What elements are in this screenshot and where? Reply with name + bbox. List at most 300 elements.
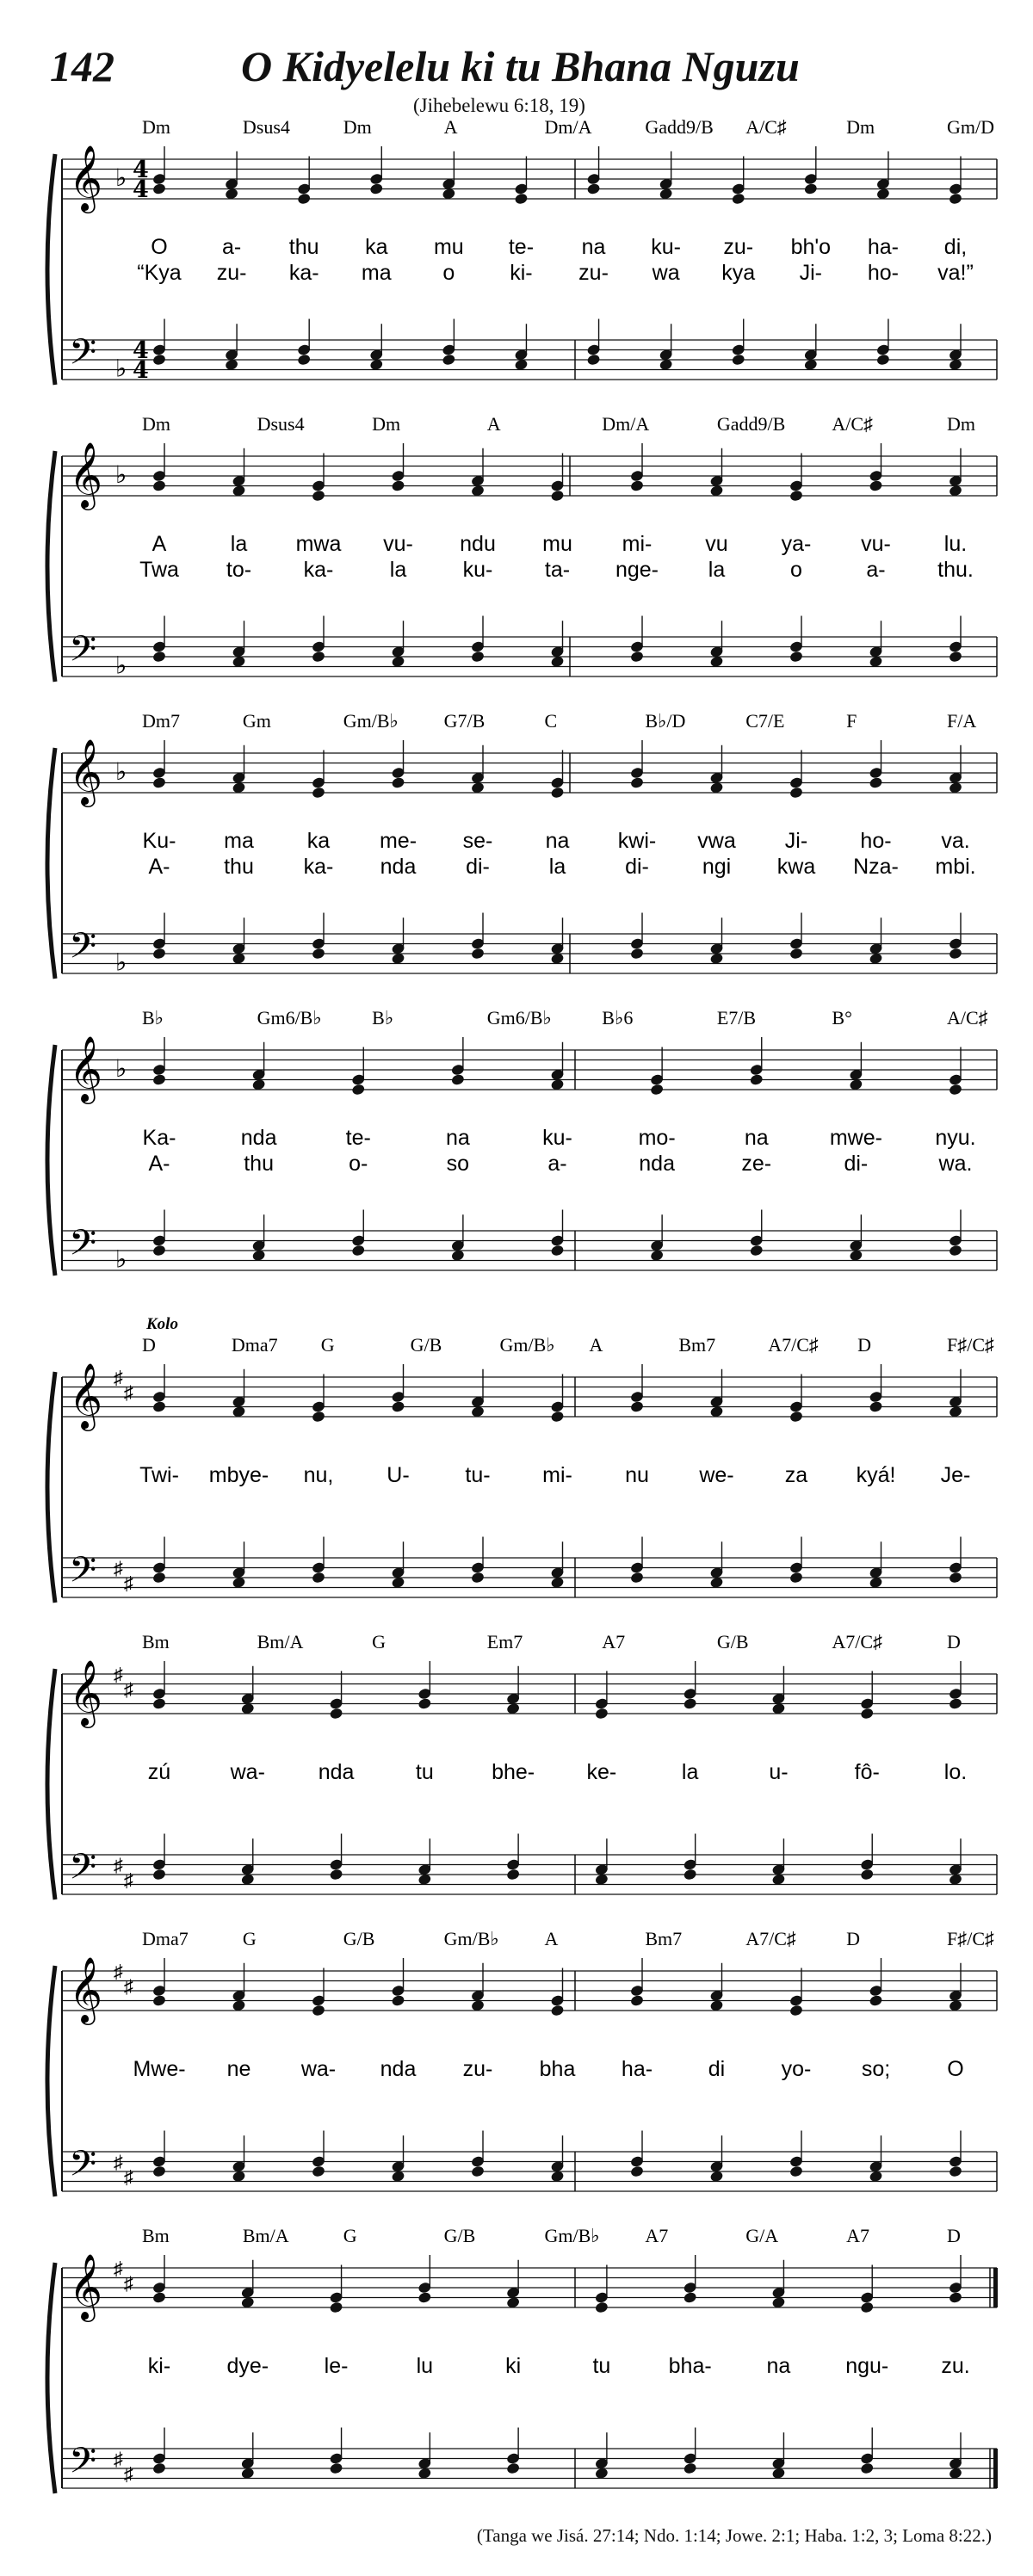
chord-symbol: Bm7 — [678, 1334, 716, 1356]
lyric-syllable: la — [708, 558, 726, 582]
flat-sign-icon: ♭ — [115, 1056, 127, 1083]
treble-notehead — [312, 786, 326, 799]
lyric-syllable: ne — [226, 2057, 251, 2081]
treble-clef-icon: 𝄞 — [69, 1659, 103, 1726]
lyric-syllable: tu- — [465, 1463, 491, 1487]
bass-notehead — [683, 1868, 697, 1881]
lyric-syllable: na — [581, 235, 606, 259]
lyric-syllable: a- — [866, 558, 886, 582]
chord-symbol: G — [242, 1928, 257, 1949]
lyric-syllable: zu- — [216, 261, 247, 285]
chord-symbol: Gadd9/B — [645, 116, 714, 138]
lyric-syllable: bha- — [668, 2354, 712, 2378]
lyric-syllable: na — [744, 1126, 769, 1150]
treble-notehead — [391, 479, 405, 492]
chord-symbol: E7/B — [716, 1007, 757, 1029]
lyric-syllable: ki- — [147, 2354, 171, 2378]
treble-notehead — [450, 1073, 465, 1086]
chord-symbol: Dsus4 — [257, 413, 305, 435]
lyric-syllable: va. — [941, 829, 970, 853]
lyric-syllable: wa- — [230, 1760, 265, 1784]
lyric-syllable: nyu. — [935, 1126, 976, 1150]
treble-notehead — [391, 1994, 405, 2007]
lyric-syllable: tu — [592, 2354, 611, 2378]
bass-notehead — [152, 947, 167, 960]
lyric-syllable: so — [446, 1152, 470, 1176]
chord-symbol: C7/E — [745, 710, 785, 732]
bass-notehead — [949, 650, 963, 663]
chord-symbol: G — [343, 2225, 357, 2246]
lyric-syllable: A- — [148, 855, 170, 879]
treble-notehead — [630, 479, 645, 492]
chord-symbol: Dm — [947, 413, 975, 435]
bass-clef-icon: 𝄢 — [69, 331, 97, 381]
chord-symbol: Gm/B♭ — [443, 1928, 499, 1949]
bass-notehead — [471, 1571, 486, 1584]
lyric-syllable: nda — [380, 2057, 417, 2081]
treble-notehead — [803, 182, 818, 195]
lyric-syllable: zu- — [462, 2057, 493, 2081]
chord-symbol: Gm6/B♭ — [486, 1007, 552, 1029]
chord-symbol: Gm/B♭ — [343, 710, 399, 732]
treble-notehead — [152, 1400, 167, 1413]
system-brace — [47, 748, 55, 979]
chord-symbol: Gm — [242, 710, 271, 732]
lyric-syllable: zu- — [578, 261, 609, 285]
bass-notehead — [731, 353, 745, 366]
bass-notehead — [329, 2462, 343, 2474]
lyric-syllable: le- — [324, 2354, 349, 2378]
lyric-syllable: vwa — [697, 829, 736, 853]
bass-notehead — [630, 650, 645, 663]
lyric-syllable: ha- — [621, 2057, 653, 2081]
lyric-syllable: ke- — [586, 1760, 617, 1784]
chord-symbol: Dm — [372, 413, 401, 435]
lyric-syllable: Twa — [139, 558, 179, 582]
lyric-syllable: so; — [861, 2057, 891, 2081]
chord-symbol: Dma7 — [142, 1928, 189, 1949]
lyric-syllable: O — [947, 2057, 964, 2081]
chord-symbol: Gm/B♭ — [499, 1334, 555, 1356]
lyric-syllable: ma — [224, 829, 254, 853]
lyric-syllable: ku- — [651, 235, 682, 259]
lyric-syllable: Ji- — [799, 261, 823, 285]
lyric-syllable: Je- — [940, 1463, 971, 1487]
lyric-syllable: ya- — [781, 532, 812, 556]
treble-notehead — [594, 2301, 609, 2313]
treble-notehead — [351, 1083, 366, 1096]
chord-symbol: Dm — [142, 116, 170, 138]
chord-symbol: Bm — [142, 1631, 170, 1652]
treble-notehead — [391, 1400, 405, 1413]
treble-notehead — [329, 1707, 343, 1720]
treble-clef-icon: 𝄞 — [69, 442, 103, 508]
treble-notehead — [312, 489, 326, 502]
lyric-syllable: ka- — [303, 855, 334, 879]
treble-notehead — [369, 182, 384, 195]
bass-notehead — [471, 947, 486, 960]
bass-clef-icon: 𝄢 — [69, 628, 97, 678]
lyric-syllable: thu — [224, 855, 254, 879]
treble-notehead — [152, 182, 167, 195]
lyric-syllable: A- — [148, 1152, 170, 1176]
lyric-syllable: mi- — [542, 1463, 572, 1487]
lyric-syllable: a- — [547, 1152, 567, 1176]
bass-notehead — [152, 1571, 167, 1584]
lyric-syllable: we- — [699, 1463, 734, 1487]
chord-symbol: D — [947, 2225, 961, 2246]
lyric-syllable: wa — [652, 261, 680, 285]
lyric-syllable: vu- — [383, 532, 413, 556]
treble-notehead — [630, 776, 645, 789]
chord-symbol: G/B — [716, 1631, 749, 1652]
lyric-syllable: di, — [943, 235, 968, 259]
lyric-syllable: ka- — [288, 261, 319, 285]
chord-symbol: G/A — [745, 2225, 779, 2246]
treble-notehead — [731, 192, 745, 205]
chord-symbol: G/B — [443, 2225, 476, 2246]
treble-notehead — [949, 2291, 963, 2304]
lyric-syllable: u- — [769, 1760, 789, 1784]
lyric-syllable: Twi- — [139, 1463, 179, 1487]
bass-clef-icon: 𝄢 — [69, 1549, 97, 1599]
bass-notehead — [329, 1868, 343, 1881]
time-signature: 4 — [133, 357, 149, 384]
treble-notehead — [297, 192, 312, 205]
system-brace — [47, 451, 55, 682]
treble-notehead — [683, 1697, 697, 1710]
sharp-sign-icon: ♯ — [114, 2258, 123, 2279]
treble-notehead — [630, 1994, 645, 2007]
final-barline — [993, 2449, 998, 2488]
time-signature: 4 — [133, 157, 149, 183]
lyric-syllable: lu. — [943, 532, 968, 556]
treble-notehead — [789, 489, 804, 502]
lyric-syllable: nge- — [615, 558, 659, 582]
chord-symbol: C — [544, 710, 558, 732]
lyric-syllable: o- — [349, 1152, 368, 1176]
system-brace — [47, 1669, 55, 1900]
lyric-syllable: nda — [318, 1760, 355, 1784]
chord-symbol: A — [589, 1334, 603, 1356]
treble-clef-icon: 𝄞 — [69, 738, 103, 805]
treble-notehead — [789, 786, 804, 799]
bass-notehead — [630, 2165, 645, 2178]
bass-notehead — [152, 2165, 167, 2178]
bass-notehead — [875, 353, 890, 366]
lyric-syllable: to- — [226, 558, 252, 582]
bass-notehead — [550, 1244, 565, 1257]
lyric-syllable: bh'o — [790, 235, 832, 259]
sharp-sign-icon: ♯ — [114, 1961, 123, 1982]
bass-clef-icon: 𝄢 — [69, 1846, 97, 1896]
tempo-marking: Kolo — [146, 1315, 178, 1333]
lyric-syllable: mbye- — [208, 1463, 269, 1487]
treble-clef-icon: 𝄞 — [69, 1035, 103, 1102]
lyric-syllable: na — [766, 2354, 791, 2378]
time-signature: 4 — [133, 176, 149, 203]
bass-notehead — [749, 1244, 764, 1257]
treble-notehead — [152, 1073, 167, 1086]
lyric-syllable: O — [151, 235, 168, 259]
treble-notehead — [650, 1083, 665, 1096]
lyric-syllable: wa- — [300, 2057, 337, 2081]
lyric-syllable: thu — [244, 1152, 275, 1176]
treble-clef-icon: 𝄞 — [69, 2253, 103, 2320]
bass-notehead — [297, 353, 312, 366]
sharp-sign-icon: ♯ — [124, 1869, 133, 1891]
lyric-syllable: dye- — [226, 2354, 269, 2378]
chord-symbol: Bm/A — [257, 1631, 304, 1652]
bass-notehead — [312, 947, 326, 960]
chord-symbol: G7/B — [443, 710, 486, 732]
treble-notehead — [949, 1697, 963, 1710]
chord-symbol: B♭/D — [645, 710, 686, 732]
lyric-syllable: ka — [365, 235, 388, 259]
lyric-syllable: U- — [387, 1463, 410, 1487]
chord-symbol: A/C♯ — [947, 1007, 988, 1029]
chord-symbol: Bm — [142, 2225, 170, 2246]
treble-notehead — [312, 2004, 326, 2017]
chord-symbol: G — [372, 1631, 387, 1652]
chord-symbol: F — [846, 710, 857, 732]
bass-clef-icon: 𝄢 — [69, 2143, 97, 2193]
chord-symbol: F♯/C♯ — [947, 1928, 995, 1949]
bass-notehead — [442, 353, 456, 366]
lyric-syllable: ki- — [510, 261, 533, 285]
lyric-syllable: ze- — [741, 1152, 772, 1176]
bass-notehead — [789, 650, 804, 663]
treble-notehead — [550, 786, 565, 799]
treble-notehead — [869, 479, 883, 492]
chord-symbol: A/C♯ — [745, 116, 787, 138]
chord-symbol: B♭ — [372, 1007, 394, 1029]
treble-notehead — [312, 1410, 326, 1423]
chord-symbol: Dm/A — [602, 413, 650, 435]
lyric-syllable: se- — [462, 829, 493, 853]
bass-notehead — [312, 650, 326, 663]
chord-symbol: A7 — [846, 2225, 870, 2246]
system-brace — [47, 1045, 55, 1276]
treble-notehead — [869, 776, 883, 789]
lyric-syllable: zu- — [723, 235, 754, 259]
sharp-sign-icon: ♯ — [124, 2165, 133, 2188]
sharp-sign-icon: ♯ — [114, 1367, 123, 1388]
chord-symbol: D — [846, 1928, 861, 1949]
bass-notehead — [152, 2462, 167, 2474]
lyric-syllable: o — [442, 261, 455, 285]
chord-symbol: A7/C♯ — [745, 1928, 796, 1949]
lyric-syllable: nu — [625, 1463, 649, 1487]
bass-notehead — [471, 650, 486, 663]
lyric-syllable: la — [681, 1760, 699, 1784]
treble-notehead — [329, 2301, 343, 2313]
treble-notehead — [550, 489, 565, 502]
lyric-syllable: ki — [505, 2354, 522, 2378]
chord-symbol: A7 — [602, 1631, 626, 1652]
lyric-syllable: ho- — [867, 261, 899, 285]
chord-symbol: B♭ — [142, 1007, 164, 1029]
chord-symbol: Gm/B♭ — [544, 2225, 600, 2246]
bass-notehead — [949, 1244, 963, 1257]
lyric-syllable: me- — [379, 829, 418, 853]
bass-notehead — [949, 947, 963, 960]
lyric-syllable: lo. — [943, 1760, 968, 1784]
lyric-syllable: ngu- — [845, 2354, 889, 2378]
treble-notehead — [418, 1697, 432, 1710]
sharp-sign-icon: ♯ — [124, 1572, 133, 1594]
chord-symbol: A — [443, 116, 458, 138]
treble-notehead — [152, 2291, 167, 2304]
treble-notehead — [949, 1083, 963, 1096]
bass-notehead — [789, 947, 804, 960]
hymn-number: 142 — [50, 42, 114, 90]
lyric-syllable: thu — [288, 235, 319, 259]
system-brace — [47, 154, 55, 385]
bass-notehead — [683, 2462, 697, 2474]
treble-notehead — [630, 1400, 645, 1413]
lyric-syllable: zu. — [941, 2354, 970, 2378]
treble-notehead — [152, 1697, 167, 1710]
bass-notehead — [152, 650, 167, 663]
bass-notehead — [949, 2165, 963, 2178]
lyric-syllable: lu — [416, 2354, 434, 2378]
treble-notehead — [594, 1707, 609, 1720]
lyric-syllable: bhe- — [492, 1760, 535, 1784]
treble-notehead — [550, 2004, 565, 2017]
chord-symbol: Gm6/B♭ — [257, 1007, 322, 1029]
lyric-syllable: Nza- — [853, 855, 899, 879]
lyric-syllable: o — [790, 558, 802, 582]
system-brace — [47, 2263, 55, 2493]
lyric-syllable: Ka- — [142, 1126, 176, 1150]
lyric-syllable: kya — [721, 261, 756, 285]
treble-notehead — [789, 1410, 804, 1423]
chord-symbol: G/B — [343, 1928, 375, 1949]
bass-notehead — [152, 1868, 167, 1881]
treble-notehead — [152, 479, 167, 492]
flat-sign-icon: ♭ — [115, 949, 127, 977]
sharp-sign-icon: ♯ — [124, 2462, 133, 2485]
lyric-syllable: ka — [306, 829, 331, 853]
chord-symbol: A7/C♯ — [768, 1334, 819, 1356]
lyric-syllable: na — [545, 829, 570, 853]
bass-notehead — [789, 1571, 804, 1584]
lyric-syllable: nda — [380, 855, 417, 879]
sharp-sign-icon: ♯ — [124, 2272, 133, 2295]
lyric-syllable: di- — [466, 855, 490, 879]
lyric-syllable: Ji- — [784, 829, 808, 853]
lyric-syllable: ngi — [702, 855, 732, 879]
treble-notehead — [586, 182, 601, 195]
lyric-syllable: zú — [147, 1760, 171, 1784]
lyric-syllable: tu — [415, 1760, 434, 1784]
sharp-sign-icon: ♯ — [114, 1664, 123, 1685]
lyric-syllable: wa. — [938, 1152, 973, 1176]
treble-notehead — [860, 1707, 875, 1720]
treble-notehead — [514, 192, 529, 205]
lyric-syllable: di- — [625, 855, 649, 879]
treble-notehead — [391, 776, 405, 789]
lyric-syllable: ka- — [303, 558, 334, 582]
bass-notehead — [312, 2165, 326, 2178]
lyric-syllable: Mwe- — [133, 2057, 186, 2081]
lyric-syllable: te- — [508, 235, 535, 259]
treble-notehead — [749, 1073, 764, 1086]
lyric-syllable: ta- — [544, 558, 571, 582]
bass-notehead — [152, 353, 167, 366]
treble-notehead — [152, 776, 167, 789]
lyric-syllable: la — [230, 532, 248, 556]
lyric-syllable: nu, — [303, 1463, 334, 1487]
treble-notehead — [949, 192, 963, 205]
flat-sign-icon: ♭ — [115, 462, 127, 489]
bass-notehead — [860, 2462, 875, 2474]
treble-notehead — [869, 1400, 883, 1413]
lyric-syllable: vu- — [861, 532, 891, 556]
chord-symbol: A — [486, 413, 501, 435]
lyric-syllable: la — [389, 558, 407, 582]
chord-symbol: Dma7 — [231, 1334, 278, 1356]
bass-notehead — [351, 1244, 366, 1257]
time-signature: 4 — [133, 337, 149, 364]
chord-symbol: D — [947, 1631, 961, 1652]
treble-notehead — [152, 1994, 167, 2007]
lyric-syllable: ha- — [867, 235, 899, 259]
lyric-syllable: ma — [361, 261, 392, 285]
treble-notehead — [869, 1994, 883, 2007]
lyric-syllable: vu — [705, 532, 728, 556]
bass-notehead — [152, 1244, 167, 1257]
treble-notehead — [789, 2004, 804, 2017]
chord-symbol: Bm7 — [645, 1928, 683, 1949]
chord-symbol: B♭6 — [602, 1007, 634, 1029]
sharp-sign-icon: ♯ — [124, 1381, 133, 1404]
bass-notehead — [789, 2165, 804, 2178]
treble-clef-icon: 𝄞 — [69, 145, 103, 211]
lyric-syllable: nda — [240, 1126, 277, 1150]
sharp-sign-icon: ♯ — [124, 1975, 133, 1998]
lyric-syllable: ndu — [460, 532, 496, 556]
lyric-syllable: di- — [844, 1152, 869, 1176]
lyric-syllable: mo- — [638, 1126, 676, 1150]
bass-notehead — [630, 947, 645, 960]
chord-symbol: Dm — [846, 116, 875, 138]
chord-symbol: A/C♯ — [832, 413, 874, 435]
flat-sign-icon: ♭ — [115, 355, 127, 383]
sharp-sign-icon: ♯ — [124, 1678, 133, 1701]
chord-symbol: A7 — [645, 2225, 669, 2246]
lyric-syllable: di — [708, 2057, 726, 2081]
scripture-reference: (Jihebelewu 6:18, 19) — [413, 95, 585, 116]
chord-symbol: Gm/D — [947, 116, 994, 138]
sharp-sign-icon: ♯ — [114, 1557, 123, 1579]
lyric-syllable: mbi. — [935, 855, 976, 879]
lyric-syllable: mwe- — [829, 1126, 882, 1150]
lyric-syllable: ku- — [462, 558, 493, 582]
lyric-syllable: kyá! — [856, 1463, 896, 1487]
lyric-syllable: kwi- — [617, 829, 657, 853]
chord-symbol: G — [320, 1334, 335, 1356]
chord-symbol: F/A — [947, 710, 977, 732]
lyric-syllable: thu. — [937, 558, 974, 582]
lyric-syllable: la — [548, 855, 566, 879]
system-brace — [47, 1372, 55, 1603]
lyric-syllable: a- — [221, 235, 242, 259]
lyric-syllable: te- — [345, 1126, 371, 1150]
treble-notehead — [418, 2291, 432, 2304]
chord-symbol: Bm/A — [242, 2225, 289, 2246]
